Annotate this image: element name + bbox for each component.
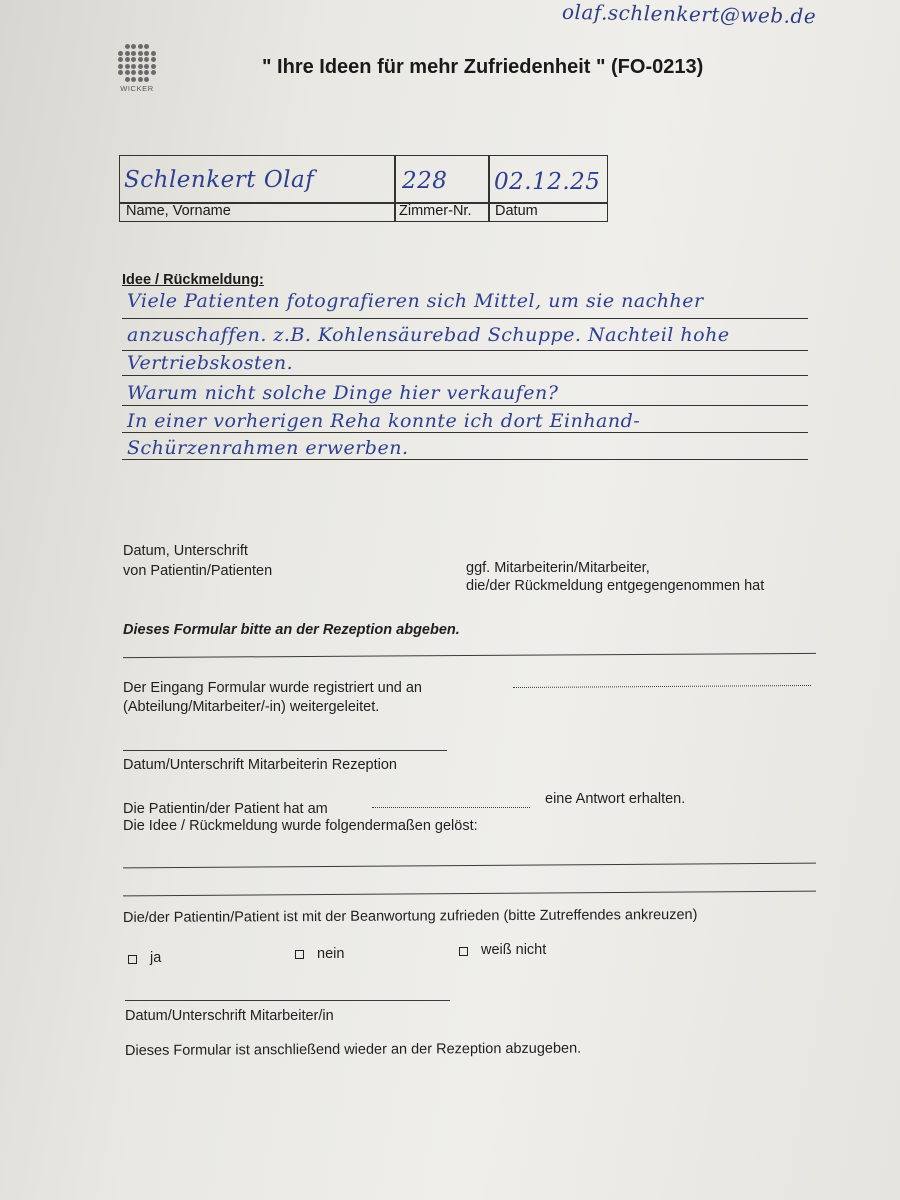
logo-dots-icon [116, 44, 158, 82]
divider-line [123, 653, 816, 658]
option-weiss-nicht-label: weiß nicht [481, 942, 547, 958]
staff-signature-label-1: ggf. Mitarbeiterin/Mitarbeiter, [466, 560, 650, 576]
patient-signature-label-1: Datum, Unterschrift [123, 543, 248, 559]
staff-signature-label: Datum/Unterschrift Mitarbeiter/in [125, 1008, 334, 1024]
room-value[interactable]: 228 [402, 168, 448, 194]
solution-line[interactable] [123, 863, 816, 869]
registration-line-2: (Abteilung/Mitarbeiter/-in) weitergeleitet. [123, 699, 380, 715]
staff-signature-line[interactable] [125, 1000, 450, 1001]
solution-line[interactable] [123, 891, 816, 897]
date-value[interactable]: 02.12.25 [494, 169, 601, 195]
solved-label: Die Idee / Rückmeldung wurde folgendermaßen gelöst: [123, 818, 478, 834]
writing-line [122, 459, 808, 460]
logo-text: WICKER [120, 83, 154, 93]
wicker-logo [116, 44, 158, 93]
idea-line-6[interactable]: Schürzenrahmen erwerben. [127, 437, 409, 459]
date-label: Datum [495, 203, 538, 219]
idea-line-2[interactable]: anzuschaffen. z.B. Kohlensäurebad Schuppe. Nachteil hohe [127, 324, 730, 346]
handwritten-email: olaf.schlenkert@web.de [561, 0, 817, 29]
form-title: " Ihre Ideen für mehr Zufriedenheit " (FO-0213) [262, 56, 704, 78]
staff-signature-label-2: die/der Rückmeldung entgegengenommen hat [466, 578, 765, 594]
final-note: Dieses Formular ist anschließend wieder an der Rezeption abzugeben. [124, 1040, 582, 1059]
idea-line-5[interactable]: In einer vorherigen Reha konnte ich dort Einhand- [127, 410, 641, 432]
writing-line [122, 375, 808, 376]
department-field[interactable] [513, 685, 811, 688]
option-ja-label: ja [150, 950, 162, 966]
writing-line [122, 318, 808, 319]
idea-line-4[interactable]: Warum nicht solche Dinge hier verkaufen? [127, 382, 559, 404]
header-table [119, 155, 608, 222]
idea-line-3[interactable]: Vertriebskosten. [127, 352, 294, 374]
patient-signature-label-2: von Patientin/Patienten [123, 563, 273, 579]
answer-received-prefix: Die Patientin/der Patient hat am [123, 801, 328, 817]
reception-note: Dieses Formular bitte an der Rezeption abgeben. [123, 622, 460, 638]
writing-line [122, 405, 808, 406]
name-label: Name, Vorname [126, 203, 231, 219]
idea-label: Idee / Rückmeldung: [122, 272, 264, 288]
idea-line-1[interactable]: Viele Patienten fotografieren sich Mittel, um sie nachher [127, 290, 704, 312]
room-label: Zimmer-Nr. [399, 203, 472, 219]
checkbox-nein[interactable] [295, 950, 304, 959]
registration-line-1: Der Eingang Formular wurde registriert und an [123, 680, 422, 696]
answer-received-suffix: eine Antwort erhalten. [545, 791, 686, 807]
option-nein-label: nein [317, 946, 345, 962]
reception-signature-label: Datum/Unterschrift Mitarbeiterin Rezeption [123, 757, 397, 773]
checkbox-ja[interactable] [128, 955, 137, 964]
writing-line [122, 432, 808, 433]
satisfaction-question: Die/der Patientin/Patient ist mit der Beanwortung zufrieden (bitte Zutreffendes ankreuzen) [122, 906, 698, 926]
reception-signature-line[interactable] [123, 750, 447, 751]
name-value[interactable]: Schlenkert Olaf [124, 167, 315, 193]
checkbox-weiss-nicht[interactable] [459, 947, 468, 956]
answer-date-field[interactable] [372, 807, 530, 808]
